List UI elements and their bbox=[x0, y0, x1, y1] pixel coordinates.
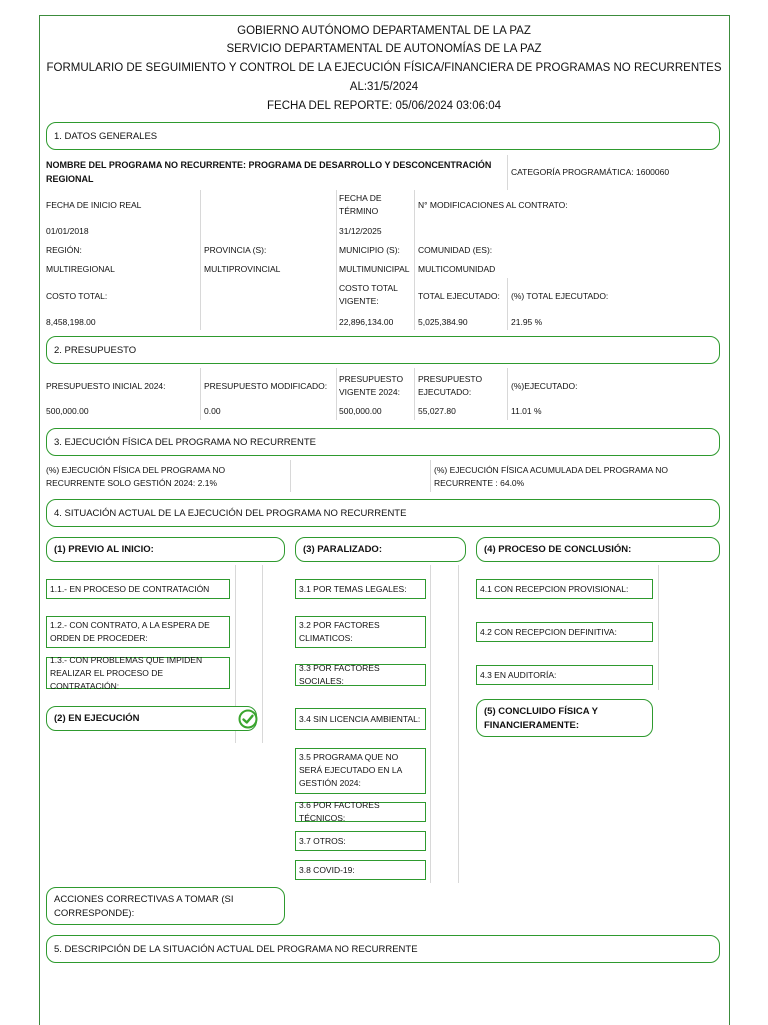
budget-current-label: PRESUPUESTO VIGENTE 2024: bbox=[339, 374, 404, 397]
pct-executed-value: 21.95 % bbox=[511, 317, 543, 327]
header-government: GOBIERNO AUTÓNOMO DEPARTAMENTAL DE LA PAZ bbox=[237, 25, 531, 37]
grid-line bbox=[430, 565, 431, 883]
executed-total-value: 5,025,384.90 bbox=[418, 317, 468, 327]
pct-executed-label: (%) TOTAL EJECUTADO: bbox=[511, 291, 609, 301]
grid-line bbox=[430, 460, 431, 492]
budget-modified-value: 0.00 bbox=[204, 406, 221, 416]
budget-initial-value: 500,000.00 bbox=[46, 406, 89, 416]
budget-modified-label: PRESUPUESTO MODIFICADO: bbox=[204, 381, 328, 391]
header-cutoff-date: AL:31/5/2024 bbox=[349, 81, 419, 93]
status-item-3-5: 3.5 PROGRAMA QUE NO SERÁ EJECUTADO EN LA GESTIÓN 2024: bbox=[295, 748, 426, 794]
current-cost-value: 22,896,134.00 bbox=[339, 317, 394, 327]
community-label: COMUNIDAD (ES): bbox=[418, 245, 493, 255]
total-cost-value: 8,458,198.00 bbox=[46, 317, 96, 327]
budget-executed-value: 55,027.80 bbox=[418, 406, 456, 416]
status-item-4-1: 4.1 CON RECEPCION PROVISIONAL: bbox=[476, 579, 653, 599]
end-date-label: FECHA DE TÉRMINO bbox=[339, 193, 382, 216]
grid-line bbox=[200, 368, 201, 420]
budget-pct-value: 11.01 % bbox=[511, 406, 542, 416]
region-label: REGIÓN: bbox=[46, 245, 82, 255]
grid-line bbox=[658, 565, 659, 690]
physical-execution-2024: (%) EJECUCIÓN FÍSICA DEL PROGRAMA NO RECURRENTE SOLO GESTIÓN 2024: 2.1% bbox=[46, 465, 226, 488]
section-3-title: 3. EJECUCIÓN FÍSICA DEL PROGRAMA NO RECURRENTE bbox=[46, 428, 720, 456]
status-item-1-2: 1.2.- CON CONTRATO, A LA ESPERA DE ORDEN DE PROCEDER: bbox=[46, 616, 230, 648]
status-item-4-3: 4.3 EN AUDITORÍA: bbox=[476, 665, 653, 685]
grid-line bbox=[414, 190, 415, 330]
grid-line bbox=[507, 278, 508, 330]
start-date-label: FECHA DE INICIO REAL bbox=[46, 200, 142, 210]
end-date-value: 31/12/2025 bbox=[339, 226, 382, 236]
community-value: MULTICOMUNIDAD bbox=[418, 264, 496, 274]
current-cost-label: COSTO TOTAL VIGENTE: bbox=[339, 283, 398, 306]
municipality-value: MULTIMUNICIPAL bbox=[339, 264, 410, 274]
total-cost-label: COSTO TOTAL: bbox=[46, 291, 108, 301]
status-item-4-2: 4.2 CON RECEPCION DEFINITIVA: bbox=[476, 622, 653, 642]
grid-line bbox=[336, 368, 337, 420]
budget-executed-label: PRESUPUESTO EJECUTADO: bbox=[418, 374, 483, 397]
grid-line bbox=[200, 190, 201, 330]
grid-line bbox=[458, 565, 459, 883]
budget-current-value: 500,000.00 bbox=[339, 406, 382, 416]
status-conclusion-title: (4) PROCESO DE CONCLUSIÓN: bbox=[476, 537, 720, 562]
grid-line bbox=[262, 565, 263, 743]
status-item-1-3: 1.3.- CON PROBLEMAS QUE IMPIDEN REALIZAR EL PROCESO DE CONTRATACIÓN: bbox=[46, 657, 230, 689]
status-concluded-title: (5) CONCLUIDO FÍSICA Y FINANCIERAMENTE: bbox=[476, 699, 653, 737]
status-item-3-1: 3.1 POR TEMAS LEGALES: bbox=[295, 579, 426, 599]
grid-line bbox=[507, 368, 508, 420]
program-category: CATEGORÍA PROGRAMÁTICA: 1600060 bbox=[511, 167, 670, 177]
physical-execution-accumulated: (%) EJECUCIÓN FÍSICA ACUMULADA DEL PROGRAMA NO RECURRENTE : 64.0% bbox=[434, 465, 668, 488]
corrective-actions: ACCIONES CORRECTIVAS A TOMAR (SI CORRESPONDE): bbox=[46, 887, 285, 925]
status-item-3-2: 3.2 POR FACTORES CLIMATICOS: bbox=[295, 616, 426, 648]
section-1-title: 1. DATOS GENERALES bbox=[46, 122, 720, 150]
grid-line bbox=[414, 368, 415, 420]
header-service: SERVICIO DEPARTAMENTAL DE AUTONOMÍAS DE LA PAZ bbox=[226, 43, 542, 55]
start-date-value: 01/01/2018 bbox=[46, 226, 89, 236]
status-item-3-6: 3.6 POR FACTORES TÉCNICOS: bbox=[295, 802, 426, 822]
status-paralyzed-title: (3) PARALIZADO: bbox=[295, 537, 466, 562]
grid-line bbox=[290, 460, 291, 492]
region-value: MULTIREGIONAL bbox=[46, 264, 115, 274]
grid-line bbox=[507, 155, 508, 190]
status-item-3-7: 3.7 OTROS: bbox=[295, 831, 426, 851]
budget-initial-label: PRESUPUESTO INICIAL 2024: bbox=[46, 381, 166, 391]
budget-pct-label: (%)EJECUTADO: bbox=[511, 381, 578, 391]
section-2-title: 2. PRESUPUESTO bbox=[46, 336, 720, 364]
grid-line bbox=[336, 190, 337, 330]
status-item-1-1: 1.1.- EN PROCESO DE CONTRATACIÓN bbox=[46, 579, 230, 599]
municipality-label: MUNICIPIO (S): bbox=[339, 245, 400, 255]
executed-total-label: TOTAL EJECUTADO: bbox=[418, 291, 500, 301]
section-4-title: 4. SITUACIÓN ACTUAL DE LA EJECUCIÓN DEL PROGRAMA NO RECURRENTE bbox=[46, 499, 720, 527]
status-previous-title: (1) PREVIO AL INICIO: bbox=[46, 537, 285, 562]
check-circle-icon bbox=[238, 709, 258, 729]
section-5-title: 5. DESCRIPCIÓN DE LA SITUACIÓN ACTUAL DEL PROGRAMA NO RECURRENTE bbox=[46, 935, 720, 963]
province-label: PROVINCIA (S): bbox=[204, 245, 267, 255]
status-item-3-4: 3.4 SIN LICENCIA AMBIENTAL: bbox=[295, 708, 426, 730]
header-report-date: FECHA DEL REPORTE: 05/06/2024 03:06:04 bbox=[267, 100, 501, 112]
status-item-3-3: 3.3 POR FACTORES SOCIALES: bbox=[295, 664, 426, 686]
header-form-title: FORMULARIO DE SEGUIMIENTO Y CONTROL DE LA EJECUCIÓN FÍSICA/FINANCIERA DE PROGRAMAS NO RECURRENTES bbox=[46, 62, 722, 74]
status-item-3-8: 3.8 COVID-19: bbox=[295, 860, 426, 880]
modifications-label: N° MODIFICACIONES AL CONTRATO: bbox=[418, 200, 568, 210]
province-value: MULTIPROVINCIAL bbox=[204, 264, 281, 274]
status-in-execution-title: (2) EN EJECUCIÓN bbox=[46, 706, 257, 731]
program-name: NOMBRE DEL PROGRAMA NO RECURRENTE: PROGRAMA DE DESARROLLO Y DESCONCENTRACIÓN REGIONAL bbox=[46, 160, 492, 184]
